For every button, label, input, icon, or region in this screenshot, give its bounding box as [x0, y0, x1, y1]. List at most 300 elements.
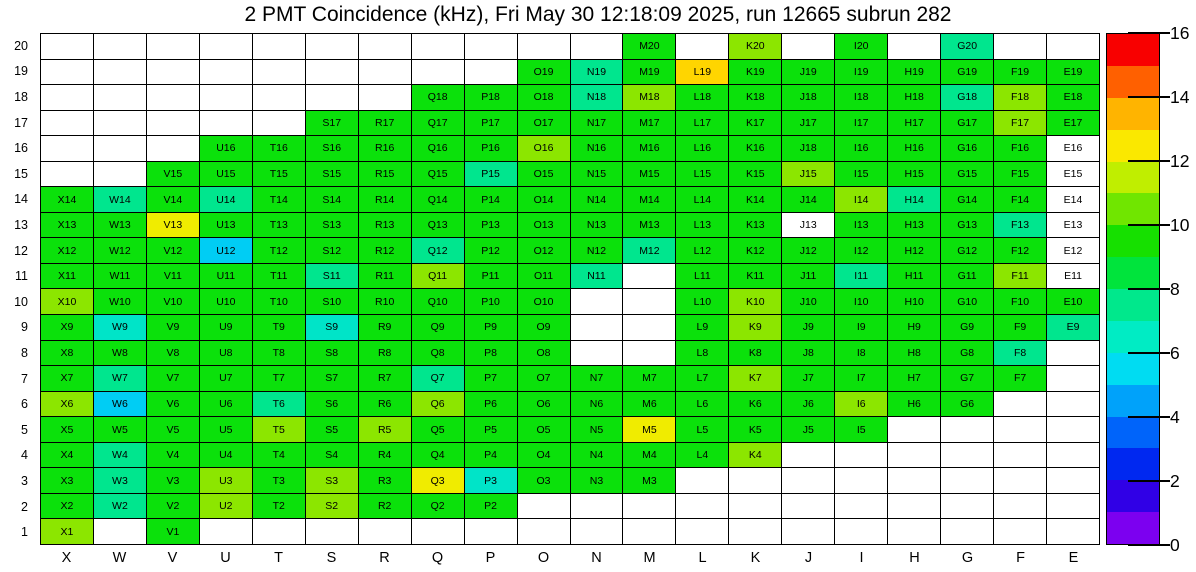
heatmap-cell: [518, 417, 571, 443]
heatmap-cell: [94, 111, 147, 137]
heatmap-cell: [306, 264, 359, 290]
heatmap-cell: [729, 341, 782, 367]
heatmap-cell: [200, 238, 253, 264]
cell-label: V15: [163, 168, 183, 181]
heatmap-cell: [994, 187, 1047, 213]
cell-label: J12: [799, 244, 817, 257]
cell-label: I12: [853, 244, 869, 257]
heatmap-cell: [359, 494, 412, 520]
heatmap-cell: [518, 238, 571, 264]
cell-label: T9: [272, 321, 285, 334]
heatmap-cell: [41, 187, 94, 213]
cell-label: M7: [642, 372, 657, 385]
heatmap-cell: [729, 85, 782, 111]
cell-label: X10: [57, 295, 77, 308]
cell-label: M16: [639, 142, 660, 155]
cell-label: O4: [536, 449, 551, 462]
cell-label: P7: [484, 372, 497, 385]
row-axis-label: 18: [14, 89, 28, 104]
heatmap-cell: [465, 136, 518, 162]
heatmap-cell: [623, 468, 676, 494]
heatmap-cell: [253, 162, 306, 188]
heatmap-cell: [571, 289, 624, 315]
cell-label: R5: [377, 423, 392, 436]
heatmap-cell: [518, 494, 571, 520]
colorbar-band: [1107, 353, 1159, 385]
heatmap-cell: [94, 289, 147, 315]
heatmap-cell: [676, 289, 729, 315]
heatmap-cell: [306, 417, 359, 443]
heatmap-cell: [518, 366, 571, 392]
heatmap-cell: [782, 443, 835, 469]
cell-label: U14: [216, 193, 236, 206]
cell-label: U11: [216, 270, 236, 283]
cell-label: R11: [375, 270, 394, 283]
cell-label: R17: [375, 116, 395, 129]
heatmap-cell: [465, 443, 518, 469]
cell-label: M18: [639, 91, 660, 104]
heatmap-cell: [729, 392, 782, 418]
row-axis-label: 20: [14, 38, 28, 53]
cell-label: R6: [377, 397, 392, 410]
col-axis-label: L: [698, 550, 707, 566]
row-axis-label: 9: [21, 320, 28, 335]
heatmap-cell: [465, 417, 518, 443]
heatmap-cell: [835, 85, 888, 111]
cell-label: G6: [960, 397, 975, 410]
cell-label: T13: [269, 219, 288, 232]
cell-label: F17: [1011, 116, 1030, 129]
heatmap-cell: [623, 289, 676, 315]
row-axis-label: 12: [14, 243, 28, 258]
cell-label: F7: [1013, 372, 1027, 385]
cell-label: S6: [325, 397, 339, 410]
colorbar-tick: [1128, 160, 1170, 162]
heatmap-cell: [518, 111, 571, 137]
cell-label: K8: [748, 346, 762, 359]
heatmap-cell: [941, 213, 994, 239]
colorbar-tick: [1128, 416, 1170, 418]
cell-label: R10: [375, 295, 395, 308]
cell-label: X2: [60, 500, 74, 513]
heatmap-cell: [782, 213, 835, 239]
heatmap-cell: [676, 60, 729, 86]
colorbar-tick: [1128, 288, 1170, 290]
heatmap-cell: [147, 468, 200, 494]
cell-label: N15: [586, 168, 607, 181]
cell-label: S15: [322, 168, 342, 181]
heatmap-cell: [835, 392, 888, 418]
cell-label: U12: [216, 244, 236, 257]
col-axis-label: V: [167, 550, 178, 566]
cell-label: L11: [693, 270, 711, 283]
heatmap-cell: [1047, 392, 1100, 418]
cell-label: Q14: [427, 193, 448, 206]
heatmap-cell: [253, 392, 306, 418]
cell-label: Q16: [427, 142, 448, 155]
cell-label: W13: [109, 219, 131, 232]
heatmap-cell: [729, 60, 782, 86]
cell-label: T16: [269, 142, 288, 155]
heatmap-cell: [623, 443, 676, 469]
cell-label: L9: [696, 321, 709, 334]
cell-label: I14: [853, 193, 869, 206]
heatmap-cell: [359, 85, 412, 111]
heatmap-cell: [41, 289, 94, 315]
cell-label: I8: [856, 346, 866, 359]
heatmap-cell: [835, 60, 888, 86]
heatmap-cell: [676, 519, 729, 545]
cell-label: U3: [219, 474, 233, 487]
heatmap-cell: [147, 213, 200, 239]
heatmap-cell: [518, 60, 571, 86]
heatmap-cell: [94, 417, 147, 443]
row-axis-label: 4: [21, 448, 28, 463]
col-axis-label: O: [537, 550, 550, 566]
cell-label: G11: [957, 270, 977, 283]
cell-label: E14: [1063, 193, 1083, 206]
colorbar-tick: [1128, 224, 1170, 226]
heatmap-cell: [623, 136, 676, 162]
cell-label: V5: [166, 423, 180, 436]
heatmap-cell: [782, 417, 835, 443]
col-axis-label: H: [909, 550, 920, 566]
heatmap-cell: [676, 213, 729, 239]
col-axis-label: E: [1068, 550, 1079, 566]
heatmap-cell: [94, 341, 147, 367]
cell-label: X3: [60, 474, 74, 487]
heatmap-cell: [782, 111, 835, 137]
heatmap-cell: [571, 519, 624, 545]
heatmap-cell: [729, 468, 782, 494]
heatmap-cell: [359, 111, 412, 137]
cell-label: R15: [375, 168, 395, 181]
heatmap-cell: [412, 162, 465, 188]
cell-label: E11: [1064, 270, 1082, 283]
cell-label: K13: [745, 219, 765, 232]
heatmap-cell: [253, 111, 306, 137]
cell-label: S7: [325, 372, 339, 385]
colorbar-band: [1107, 512, 1159, 544]
heatmap-cell: [941, 468, 994, 494]
heatmap-cell: [359, 519, 412, 545]
heatmap-cell: [994, 60, 1047, 86]
heatmap-cell: [676, 392, 729, 418]
heatmap-cell: [571, 443, 624, 469]
heatmap-cell: [835, 366, 888, 392]
heatmap-cell: [253, 494, 306, 520]
cell-label: U2: [219, 500, 233, 513]
cell-label: K17: [745, 116, 765, 129]
heatmap-cell: [41, 136, 94, 162]
heatmap-cell: [94, 494, 147, 520]
cell-label: U7: [219, 372, 233, 385]
cell-label: N3: [589, 474, 604, 487]
cell-label: F13: [1011, 219, 1030, 232]
heatmap-cell: [994, 315, 1047, 341]
heatmap-cell: [571, 417, 624, 443]
cell-label: G15: [957, 168, 978, 181]
col-axis-label: T: [274, 550, 283, 566]
cell-label: F16: [1011, 142, 1030, 155]
heatmap-cell: [94, 187, 147, 213]
cell-label: S3: [325, 474, 339, 487]
heatmap-cell: [412, 443, 465, 469]
cell-label: H11: [904, 270, 924, 283]
heatmap-cell: [41, 85, 94, 111]
heatmap-cell: [465, 341, 518, 367]
heatmap-cell: [1047, 366, 1100, 392]
colorbar-tick-label: 2: [1170, 470, 1180, 491]
heatmap-cell: [835, 494, 888, 520]
cell-label: H16: [904, 142, 924, 155]
cell-label: F18: [1011, 91, 1030, 104]
cell-label: W14: [109, 193, 131, 206]
heatmap-cell: [835, 289, 888, 315]
cell-label: Q9: [430, 321, 445, 334]
cell-label: U15: [216, 168, 236, 181]
cell-label: S16: [322, 142, 342, 155]
heatmap-cell: [412, 136, 465, 162]
heatmap-cell: [200, 392, 253, 418]
cell-label: M4: [642, 449, 657, 462]
heatmap-cell: [465, 187, 518, 213]
cell-label: U8: [219, 346, 233, 359]
heatmap-cell: [465, 519, 518, 545]
colorbar-tick-label: 16: [1170, 22, 1190, 43]
heatmap-cell: [147, 366, 200, 392]
heatmap-cell: [200, 519, 253, 545]
heatmap-cell: [994, 341, 1047, 367]
cell-label: N4: [589, 449, 604, 462]
cell-label: X1: [60, 525, 74, 538]
cell-label: W9: [112, 321, 128, 334]
cell-label: P18: [481, 91, 500, 104]
heatmap-cell: [1047, 468, 1100, 494]
heatmap-cell: [518, 315, 571, 341]
cell-label: O17: [533, 116, 554, 129]
heatmap-cell: [253, 238, 306, 264]
heatmap-cell: [782, 392, 835, 418]
colorbar-band: [1107, 385, 1159, 417]
cell-label: H13: [904, 219, 924, 232]
heatmap-cell: [941, 417, 994, 443]
cell-label: N12: [586, 244, 607, 257]
cell-label: J11: [800, 270, 817, 283]
cell-label: L19: [693, 65, 712, 78]
cell-label: S12: [322, 244, 342, 257]
heatmap-cell: [729, 519, 782, 545]
heatmap-cell: [1047, 111, 1100, 137]
heatmap-cell: [1047, 341, 1100, 367]
cell-label: K11: [746, 270, 765, 283]
heatmap-cell: [623, 315, 676, 341]
cell-label: V4: [166, 449, 180, 462]
cell-label: G8: [960, 346, 975, 359]
heatmap-cell: [359, 468, 412, 494]
cell-label: K15: [745, 168, 765, 181]
heatmap-cell: [518, 213, 571, 239]
heatmap-cell: [623, 34, 676, 60]
colorbar-tick: [1128, 96, 1170, 98]
heatmap-cell: [994, 85, 1047, 111]
heatmap-cell: [41, 443, 94, 469]
heatmap-cell: [623, 519, 676, 545]
colorbar-band: [1107, 257, 1159, 289]
heatmap-cell: [729, 264, 782, 290]
heatmap-cell: [412, 213, 465, 239]
heatmap-cell: [41, 494, 94, 520]
heatmap-cell: [1047, 443, 1100, 469]
heatmap-cell: [623, 417, 676, 443]
cell-label: L7: [696, 372, 709, 385]
heatmap-cell: [835, 443, 888, 469]
cell-label: Q15: [427, 168, 448, 181]
cell-label: X12: [57, 244, 77, 257]
heatmap-cell: [200, 264, 253, 290]
colorbar-band: [1107, 448, 1159, 480]
cell-label: J18: [799, 142, 817, 155]
heatmap-cell: [359, 264, 412, 290]
heatmap-cell: [676, 85, 729, 111]
heatmap-cell: [888, 494, 941, 520]
cell-label: W3: [112, 474, 128, 487]
heatmap-cell: [729, 366, 782, 392]
cell-label: F9: [1013, 321, 1027, 334]
heatmap-cell: [359, 315, 412, 341]
cell-label: I15: [853, 168, 869, 181]
heatmap-cell: [571, 60, 624, 86]
heatmap-cell: [994, 264, 1047, 290]
cell-label: I18: [853, 91, 869, 104]
cell-label: J10: [799, 295, 817, 308]
heatmap-cell: [41, 213, 94, 239]
cell-label: M20: [639, 40, 660, 53]
cell-label: E13: [1063, 219, 1083, 232]
cell-label: V9: [166, 321, 180, 334]
heatmap-cell: [994, 213, 1047, 239]
colorbar-band: [1107, 193, 1159, 225]
cell-label: V11: [163, 270, 182, 283]
heatmap-cell: [835, 315, 888, 341]
heatmap-cell: [306, 136, 359, 162]
cell-label: R3: [377, 474, 392, 487]
heatmap-cell: [94, 519, 147, 545]
heatmap-cell: [571, 136, 624, 162]
heatmap-cell: [676, 315, 729, 341]
heatmap-cell: [1047, 519, 1100, 545]
heatmap-cell: [729, 187, 782, 213]
cell-label: G12: [957, 244, 978, 257]
cell-label: F14: [1011, 193, 1030, 206]
cell-label: E10: [1063, 295, 1083, 308]
cell-label: V7: [166, 372, 180, 385]
cell-label: K16: [745, 142, 765, 155]
cell-label: T8: [272, 346, 285, 359]
heatmap-cell: [888, 34, 941, 60]
cell-label: T15: [269, 168, 288, 181]
heatmap-cell: [200, 341, 253, 367]
cell-label: T14: [269, 193, 288, 206]
heatmap-cell: [729, 136, 782, 162]
heatmap-cell: [676, 264, 729, 290]
cell-label: L16: [693, 142, 712, 155]
cell-label: M13: [639, 219, 660, 232]
heatmap-cell: [888, 187, 941, 213]
cell-label: P9: [484, 321, 497, 334]
heatmap-cell: [359, 34, 412, 60]
cell-label: H8: [907, 346, 921, 359]
cell-label: K10: [745, 295, 765, 308]
cell-label: U10: [216, 295, 236, 308]
cell-label: J14: [799, 193, 817, 206]
cell-label: P6: [484, 397, 497, 410]
cell-label: U4: [219, 449, 233, 462]
heatmap-cell: [359, 187, 412, 213]
heatmap-cell: [412, 187, 465, 213]
heatmap-cell: [306, 468, 359, 494]
heatmap-cell: [518, 34, 571, 60]
cell-label: O10: [533, 295, 554, 308]
heatmap-cell: [412, 34, 465, 60]
cell-label: I11: [854, 270, 869, 283]
heatmap-cell: [994, 468, 1047, 494]
heatmap-cell: [41, 468, 94, 494]
cell-label: J7: [802, 372, 814, 385]
heatmap-cell: [623, 162, 676, 188]
heatmap-cell: [676, 417, 729, 443]
heatmap-cell: [41, 238, 94, 264]
heatmap-cell: [306, 34, 359, 60]
heatmap-cell: [147, 111, 200, 137]
heatmap-cell: [994, 443, 1047, 469]
heatmap-cell: [147, 392, 200, 418]
heatmap-cell: [253, 443, 306, 469]
heatmap-cell: [253, 34, 306, 60]
cell-label: Q7: [430, 372, 445, 385]
cell-label: T4: [272, 449, 285, 462]
heatmap-cell: [676, 443, 729, 469]
heatmap-cell: [41, 315, 94, 341]
cell-label: N5: [589, 423, 604, 436]
heatmap-cell: [412, 366, 465, 392]
heatmap-cell: [941, 162, 994, 188]
cell-label: M19: [639, 65, 660, 78]
heatmap-cell: [253, 519, 306, 545]
heatmap-cell: [200, 289, 253, 315]
heatmap-cell: [200, 187, 253, 213]
cell-label: V13: [163, 219, 183, 232]
cell-label: R7: [377, 372, 392, 385]
heatmap-cell: [94, 238, 147, 264]
heatmap-cell: [200, 85, 253, 111]
colorbar-tick-label: 4: [1170, 406, 1180, 427]
cell-label: O7: [536, 372, 551, 385]
cell-label: K14: [745, 193, 765, 206]
heatmap-cell: [888, 366, 941, 392]
cell-label: O3: [536, 474, 551, 487]
heatmap-cell: [888, 443, 941, 469]
cell-label: O12: [533, 244, 554, 257]
heatmap-cell: [147, 34, 200, 60]
cell-label: R2: [377, 500, 392, 513]
cell-label: N17: [586, 116, 607, 129]
cell-label: F11: [1011, 270, 1029, 283]
heatmap-cell: [518, 289, 571, 315]
heatmap-cell: [835, 238, 888, 264]
cell-label: P3: [484, 474, 497, 487]
cell-label: F19: [1011, 65, 1030, 78]
